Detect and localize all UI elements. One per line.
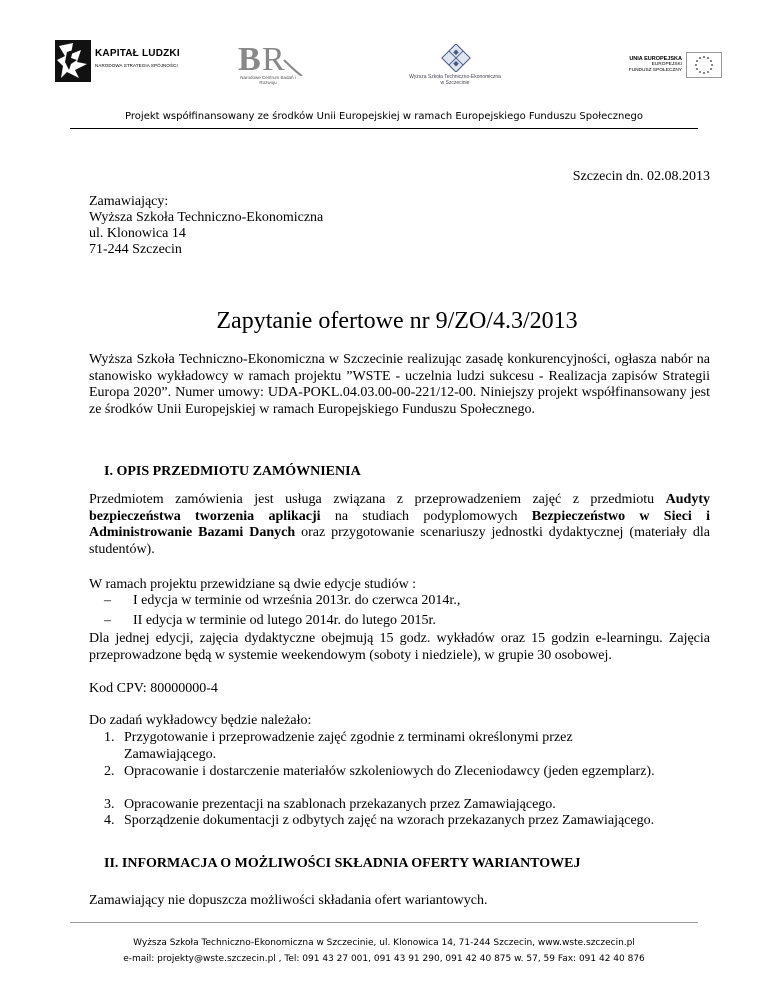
duty-item [104,764,664,781]
footer-contact: e-mail: projekty@wste.szczecin.pl , Tel: 091 43 27 001, 091 43 91 290, 091 42 40 875 w. 57, 59 Fax: 091 42 40 876 [123,954,645,964]
wste-mark-icon [441,44,471,72]
duty-text: Opracowanie prezentacji na szablonach przekazanych przez Zamawiającego. [124,797,556,812]
ncbr-logo [238,42,318,90]
ncbr-mark-icon [234,42,304,76]
eu-flag-icon [686,52,722,78]
edition-text: II edycja w terminie od lutego 2014r. do lutego 2015r. [133,613,436,628]
duty-item [104,813,664,830]
subject-program-name: Bezpieczeństwo w Sieci i Administrowanie Bazami Danych [89,508,710,541]
kapital-ludzki-title: KAPITAŁ LUDZKI [95,48,180,59]
svg-text:B: B [238,42,261,76]
ncbr-caption: Narodowe Centrum Badań i Rozwoju [240,75,296,85]
eu-logo [590,52,720,84]
dash-bullet: – [104,613,111,628]
duty-text: Sporządzenie dokumentacji z odbytych zajęć na wzorach przekazanych przez Zamawiającego. [124,813,655,828]
cpv-code: Kod CPV: 80000000-4 [89,681,218,696]
kapital-ludzki-subtitle: NARODOWA STRATEGIA SPÓJNOŚCI [95,63,178,68]
subject-paragraph [89,492,710,558]
duty-number: 2. [104,764,115,779]
edition-item [104,593,460,609]
edition-text: I edycja w terminie od września 2013r. do czerwca 2014r., [133,593,461,608]
subject-text-c: na studiach podyplomowych [320,508,532,524]
edition-item [104,613,436,629]
eu-logo-line1: UNIA EUROPEJSKA [629,56,682,62]
duty-item [104,797,664,814]
contracting-party-address [89,194,323,258]
document-title: Zapytanie ofertowe nr 9/ZO/4.3/2013 [216,308,578,334]
section-2-heading: II. INFORMACJA O MOŻLIWOŚCI SKŁADNIA OFERTY WARIANTOWEJ [104,856,581,871]
kapital-ludzki-logo [55,40,205,85]
eu-logo-line3: FUNDUSZ SPOŁECZNY [628,68,682,73]
contracting-party-name: Wyższa Szkoła Techniczno-Ekonomiczna [89,210,324,225]
duty-text: Przygotowanie i przeprowadzenie zajęć zgodnie z terminami określonymi przez Zamawiającego. [124,730,573,762]
subject-course-name: Audyty bezpieczeństwa tworzenia aplikacji [89,492,710,524]
subject-text-e: oraz przygotowanie scenariuszy jednostki dydaktycznej (materiały dla studentów). [89,525,710,557]
header-cofinancing-note: Projekt współfinansowany ze środków Unii Europejskiej w ramach Europejskiego Funduszu Społecznego [125,111,643,122]
duty-number: 3. [104,797,115,812]
duty-text: Opracowanie i dostarczenie materiałów szkoleniowych do Zleceniodawcy (jeden egzemplarz). [124,764,655,779]
variant-offers-text: Zamawiający nie dopuszcza możliwości składania ofert wariantowych. [89,893,488,908]
svg-text:R: R [262,42,285,76]
kapital-ludzki-mark-icon [55,40,91,82]
duties-intro: Do zadań wykładowcy będzie należało: [89,713,312,728]
wste-logo [395,44,515,92]
footer-divider [70,922,698,923]
editions-intro: W ramach projektu przewidziane są dwie edycje studiów : [89,577,417,592]
contracting-party-street: ul. Klonowica 14 [89,226,186,241]
course-details: Dla jednej edycji, zajęcia dydaktyczne obejmują 15 godz. wykładów oraz 15 godzin e-learningu. Zajęcia przeprowadzone będą w systemie weekendowym (soboty i niedziele), w grupie 30 osobowej. [89,631,710,663]
eu-logo-line2: EUROPEJSKI [651,62,682,67]
header-divider [70,128,698,129]
duty-number: 4. [104,813,115,828]
dash-bullet: – [104,593,111,608]
contracting-party-city: 71-244 Szczecin [89,242,182,257]
intro-paragraph: Wyższa Szkoła Techniczno-Ekonomiczna w Szczecinie realizując zasadę konkurencyjności, ogłasza nabór na stanowisko wykładowcy w ramach projektu ”WSTE - uczelnia ludzi sukcesu - Realizacja zapisów Strategii Europa 2020”. Numer umowy: UDA-POKL.04.03.00-00-221/12-00. Niniejszy projekt współfinansowany jest ze środków Unii Europejskiej w ramach Europejskiego Funduszu Społecznego. [89,352,710,417]
wste-caption-line2: w Szczecinie [440,80,470,86]
subject-text-a: Przedmiotem zamówienia jest usługa związana z przeprowadzeniem zajęć z przedmiotu [89,492,666,507]
section-1-heading: I. OPIS PRZEDMIOTU ZAMÓWNIENIA [104,464,361,479]
eu-logo-text [590,56,682,74]
document-date: Szczecin dn. 02.08.2013 [572,169,710,184]
duty-item [104,730,664,763]
wste-caption-line1: Wyższa Szkoła Techniczno-Ekonomiczna [409,74,501,80]
wste-caption [395,74,515,86]
duty-number: 1. [104,730,115,745]
contracting-party-label: Zamawiający: [89,194,169,209]
footer-address: Wyższa Szkoła Techniczno-Ekonomiczna w Szczecinie, ul. Klonowica 14, 71-244 Szczecin, www.wste.szczecin.pl [133,938,635,948]
